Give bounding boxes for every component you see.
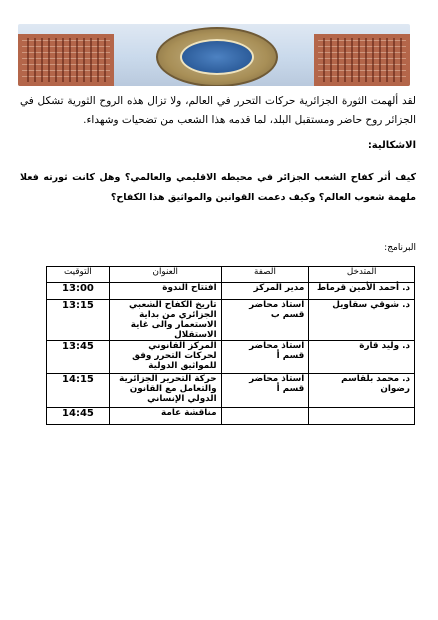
table-row <box>47 283 415 300</box>
time-cell: 13:15 <box>47 300 110 341</box>
table-row <box>47 300 415 341</box>
title-cell: مناقشة عامة <box>109 408 221 425</box>
program-table <box>46 266 415 425</box>
program-label: البرنامج: <box>384 243 416 253</box>
time-cell: 14:15 <box>47 374 110 408</box>
speaker-cell <box>309 408 415 425</box>
table-row <box>47 408 415 425</box>
speaker-cell: د. محمد بلقاسم رضوان <box>309 374 415 408</box>
role-cell: استاذ محاضر قسم ب <box>221 300 309 341</box>
time-cell: 14:45 <box>47 408 110 425</box>
title-cell: تاريخ الكفاح الشعبي الجزائري من بداية الاستعمار والى غاية الاستقلال <box>109 300 221 341</box>
role-cell: استاذ محاضر قسم أ <box>221 374 309 408</box>
speaker-cell: د. وليد قارة <box>309 341 415 374</box>
table-header-row <box>47 267 415 283</box>
time-cell: 13:00 <box>47 283 110 300</box>
header-title: العنوان <box>109 267 221 283</box>
title-cell: افتتاح الندوة <box>109 283 221 300</box>
header-speaker: المتدخل <box>309 267 415 283</box>
title-cell: المركز القانوني لحركات التحرر وفق للمواثيق الدولية <box>109 341 221 374</box>
problem-question: كيف أثر كفاح الشعب الجزائر في محيطه الاقليمي والعالمي؟ وهل كانت ثورته فعلا ملهمة شعوب العالم؟ وكيف دعمت القوانين والمواثيق هذا الكفاح؟ <box>20 172 416 203</box>
intro-paragraph: لقد ألهمت الثورة الجزائرية حركات التحرر في العالم، ولا تزال هذه الروح الثورية تشكل في الجزائر روح حاضر ومستقبل البلد، لما قدمه هذا الشعب من تضحيات وشهداء. <box>20 95 416 126</box>
header-banner <box>18 24 410 86</box>
table-row <box>47 341 415 374</box>
building-image-right <box>314 34 410 86</box>
emblem-logo <box>156 27 278 86</box>
role-cell: مدير المركز <box>221 283 309 300</box>
speaker-cell: د. شوقي سقاويل <box>309 300 415 341</box>
time-cell: 13:45 <box>47 341 110 374</box>
role-cell: استاذ محاضر قسم أ <box>221 341 309 374</box>
title-cell: حركة التحرير الجزائرية والتعامل مع القانون الدولي الإنساني <box>109 374 221 408</box>
speaker-cell: د. أحمد الأمين قرماط <box>309 283 415 300</box>
header-time: التوقيت <box>47 267 110 283</box>
problem-heading: الاشكالية: <box>367 140 416 151</box>
header-role: الصفة <box>221 267 309 283</box>
building-image-left <box>18 34 114 86</box>
table-row <box>47 374 415 408</box>
role-cell <box>221 408 309 425</box>
